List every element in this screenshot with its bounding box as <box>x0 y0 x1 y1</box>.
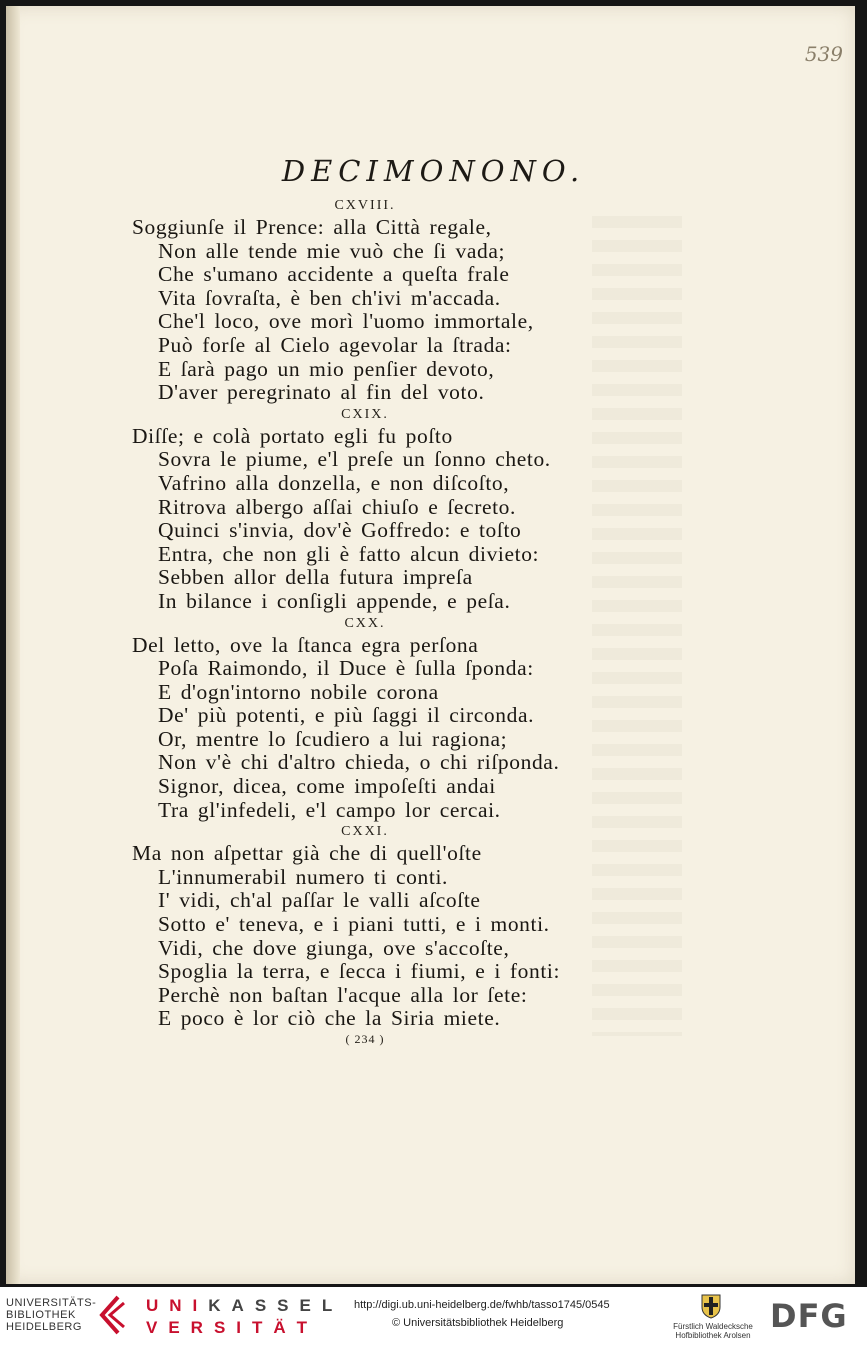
verse-line: Soggiunſe il Prence: alla Città regale, <box>132 215 492 239</box>
dfg-logo[interactable]: DFG <box>770 1297 848 1335</box>
folio-number: 539 <box>804 42 843 66</box>
ub-logo-line: UNIVERSITÄTS- <box>6 1297 97 1309</box>
verse-line: E d'ogn'intorno nobile corona <box>158 679 439 704</box>
verse-line: Che s'umano accidente a queſta frale <box>158 262 510 287</box>
page-number: ( 234 ) <box>345 1032 385 1046</box>
verse-line: Non v'è chi d'altro chieda, o chi riſponda. <box>158 750 560 775</box>
footer-bar <box>0 1287 867 1347</box>
verse-line: L'innumerabil numero ti conti. <box>158 864 449 889</box>
verse-line: Perchè non baſtan l'acque alla lor ſete: <box>158 982 528 1007</box>
verse-line: Ma non aſpettar già che di quell'oſte <box>132 841 482 866</box>
stanza-numeral: CXXI. <box>341 824 389 840</box>
verse-line: Tra gl'infedeli, e'l campo lor cercai. <box>158 797 501 822</box>
verse-line: Or, mentre lo ſcudiero a lui ragiona; <box>158 726 508 751</box>
verse-line: I' vidi, ch'al paſſar le valli aſcoſte <box>158 888 481 913</box>
verse-line: E ſarà pago un mio penſier devoto, <box>158 356 495 381</box>
stanza-numeral: CXVIII. <box>334 198 396 213</box>
kassel-logo-text[interactable] <box>146 1295 343 1339</box>
verse-line: Signor, dicea, come impoſeſti andai <box>158 774 496 799</box>
verse-line: Può forſe al Cielo agevolar la ſtrada: <box>158 332 512 357</box>
kassel-top-text: UNIKASSEL <box>146 1296 344 1315</box>
canto-heading: DECIMONONO. <box>281 154 586 188</box>
ub-logo-line: BIBLIOTHEK <box>6 1309 76 1321</box>
poem-text <box>130 196 750 1047</box>
arolsen-logo-text[interactable] <box>668 1322 758 1340</box>
waldeck-crest-icon <box>700 1293 722 1319</box>
verse-line: Poſa Raimondo, il Duce è ſulla ſponda: <box>158 656 534 681</box>
verse-line: Diſſe; e colà portato egli fu poſto <box>132 423 453 448</box>
kassel-bottom-text: VERSITÄT <box>146 1318 319 1337</box>
verse-line: Vidi, che dove giunga, ove s'accoſte, <box>158 935 510 960</box>
copyright-text: © Universitätsbibliothek Heidelberg <box>392 1317 564 1329</box>
verse-line: Non alle tende mie vuò che ſi vada; <box>158 238 506 263</box>
verse-line: E poco è lor ciò che la Siria miete. <box>158 1006 501 1031</box>
verse-line: In bilance i conſigli appende, e peſa. <box>158 588 511 613</box>
verse-line: Quinci s'invia, dov'è Goffredo: e toſto <box>158 518 522 543</box>
verse-line: Sebben allor della futura impreſa <box>158 565 473 590</box>
ub-heidelberg-logo[interactable] <box>6 1297 96 1333</box>
verse-line: Entra, che non gli è fatto alcun divieto: <box>158 541 540 566</box>
verse-line: Vita ſovraſta, è ben ch'ivi m'accada. <box>158 285 501 310</box>
verse-line: D'aver peregrinato al fin del voto. <box>158 380 485 405</box>
verse-line: Sovra le piume, e'l preſe un ſonno cheto. <box>158 447 551 472</box>
verse-line: Ritrova albergo aſſai chiuſo e ſecreto. <box>158 494 516 519</box>
verse-line: Del letto, ove la ſtanca egra perſona <box>132 632 479 657</box>
verse-line: Sotto e' teneva, e i piani tutti, e i monti. <box>158 912 550 937</box>
ub-logo-line: HEIDELBERG <box>6 1321 82 1333</box>
stanza-numeral: CXX. <box>344 615 386 631</box>
verse-line: Spoglia la terra, e ſecca i fiumi, e i fonti: <box>158 959 561 984</box>
verse-line: Vafrino alla donzella, e non diſcoſto, <box>158 470 510 495</box>
verse-line: Che'l loco, ove morì l'uomo immortale, <box>158 309 534 334</box>
verse-line: De' più potenti, e più ſaggi il circonda. <box>158 703 535 728</box>
source-url-link[interactable]: http://digi.ub.uni-heidelberg.de/fwhb/tasso1745/0545 <box>354 1299 610 1311</box>
arolsen-line: Fürstlich Waldecksche <box>673 1322 753 1331</box>
kassel-logo-icon <box>96 1295 126 1335</box>
stanza-numeral: CXIX. <box>341 406 389 422</box>
arolsen-line: Hofbibliothek Arolsen <box>675 1331 751 1340</box>
